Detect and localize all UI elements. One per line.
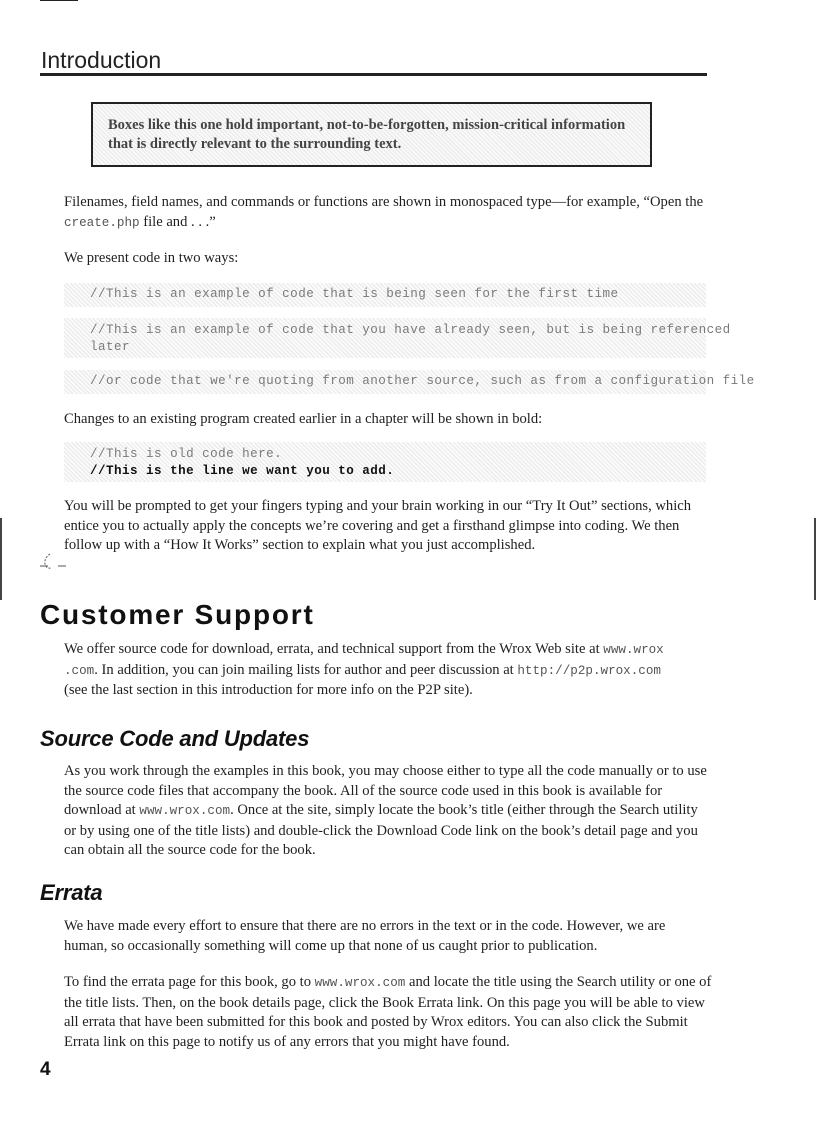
code-block-quoted [64,370,755,394]
code-line: //This is an example of code that you have already seen, but is being referenced [90,323,731,337]
filenames-text: Filenames, field names, and commands or functions are shown in monospaced type—for example, “Open the [64,194,704,210]
code-line: //or code that we're quoting from another source, such as from a configuration file [90,374,755,388]
top-rule [40,0,78,1]
try-it-paragraph: You will be prompted to get your fingers typing and your brain working in our “Try It Out” sections, which entice you to actually apply the concepts we’re covering and get a firsthand glimpse into coding. We then follow up with a “How It Works” section to explain what you just accomplished. [64,498,692,553]
support-text: We offer source code for download, errata, and technical support from the Wrox Web site at [64,641,604,657]
errata-paragraph-1: We have made every effort to ensure that there are no errors in the text or in the code. However, we are human, so occasionally something will come up that none of us caught prior to publication. [64,918,666,954]
customer-support-paragraph [64,640,712,701]
errata-text: To find the errata page for this book, go to [64,974,315,990]
note-box [91,102,652,167]
heading-errata: Errata [40,880,103,905]
errata-text-2: and locate the title using the Search utility or one of the title lists. Then, on the book details page, click the Book Errata link. On this page you will be able to view all errata that have been submitted for this book and posted by Wrox editors. You can also click the Submit Errata link on this page to notify us of any errors that you might have found. [64,974,712,1050]
source-code-paragraph [64,762,712,861]
changes-bold-paragraph: Changes to an existing program created earlier in a chapter will be shown in bold: [64,411,543,427]
errata-paragraph-2 [64,973,712,1052]
code-block-changes [64,442,706,482]
wrox-url[interactable]: www.wrox.com [314,976,406,990]
filename-code: create.php [64,215,140,230]
source-text-2: . Once at the site, simply locate the book’s title (either through the Search utility or by using one of the title lists) and double-click the Download Code link on the book’s detail page and you can obtain all the source code for the book. [64,802,698,858]
wrox-url-part2[interactable]: .com [64,663,95,678]
code-line: //This is an example of code that is being seen for the first time [90,287,619,301]
chapter-rule [40,73,707,76]
conventions-filenames-paragraph [64,193,712,233]
margin-mark-icon [40,550,80,574]
support-text-3: (see the last section in this introduction for more info on the P2P site). [64,682,473,698]
present-code-paragraph: We present code in two ways: [64,250,239,266]
old-code-line: //This is old code here. [90,447,283,461]
support-text-2: . In addition, you can join mailing lists for author and peer discussion at [94,661,518,678]
note-text: Boxes like this one hold important, not-to-be-forgotten, mission-critical information that is directly relevant to the surrounding text. [108,117,626,152]
code-block-first-time [64,283,706,307]
code-line: later [90,340,131,354]
code-block-referenced [64,318,731,358]
left-margin-bar [0,518,2,600]
wrox-url[interactable]: www.wrox.com [139,804,231,818]
heading-source-code: Source Code and Updates [40,726,310,751]
p2p-url[interactable]: http://p2p.wrox.com [517,663,661,678]
wrox-url-part1[interactable]: www.wrox [603,643,664,657]
page-number: 4 [40,1059,51,1080]
filenames-text-end: file and . . .” [139,213,216,230]
new-code-line: //This is the line we want you to add. [90,464,395,478]
source-text: As you work through the examples in this book, you may choose either to type all the code manually or to use the source code files that accompany the book. All of the source code used in this book is available for download at [64,763,707,818]
heading-customer-support: Customer Support [40,599,315,630]
chapter-header: Introduction [41,47,162,73]
